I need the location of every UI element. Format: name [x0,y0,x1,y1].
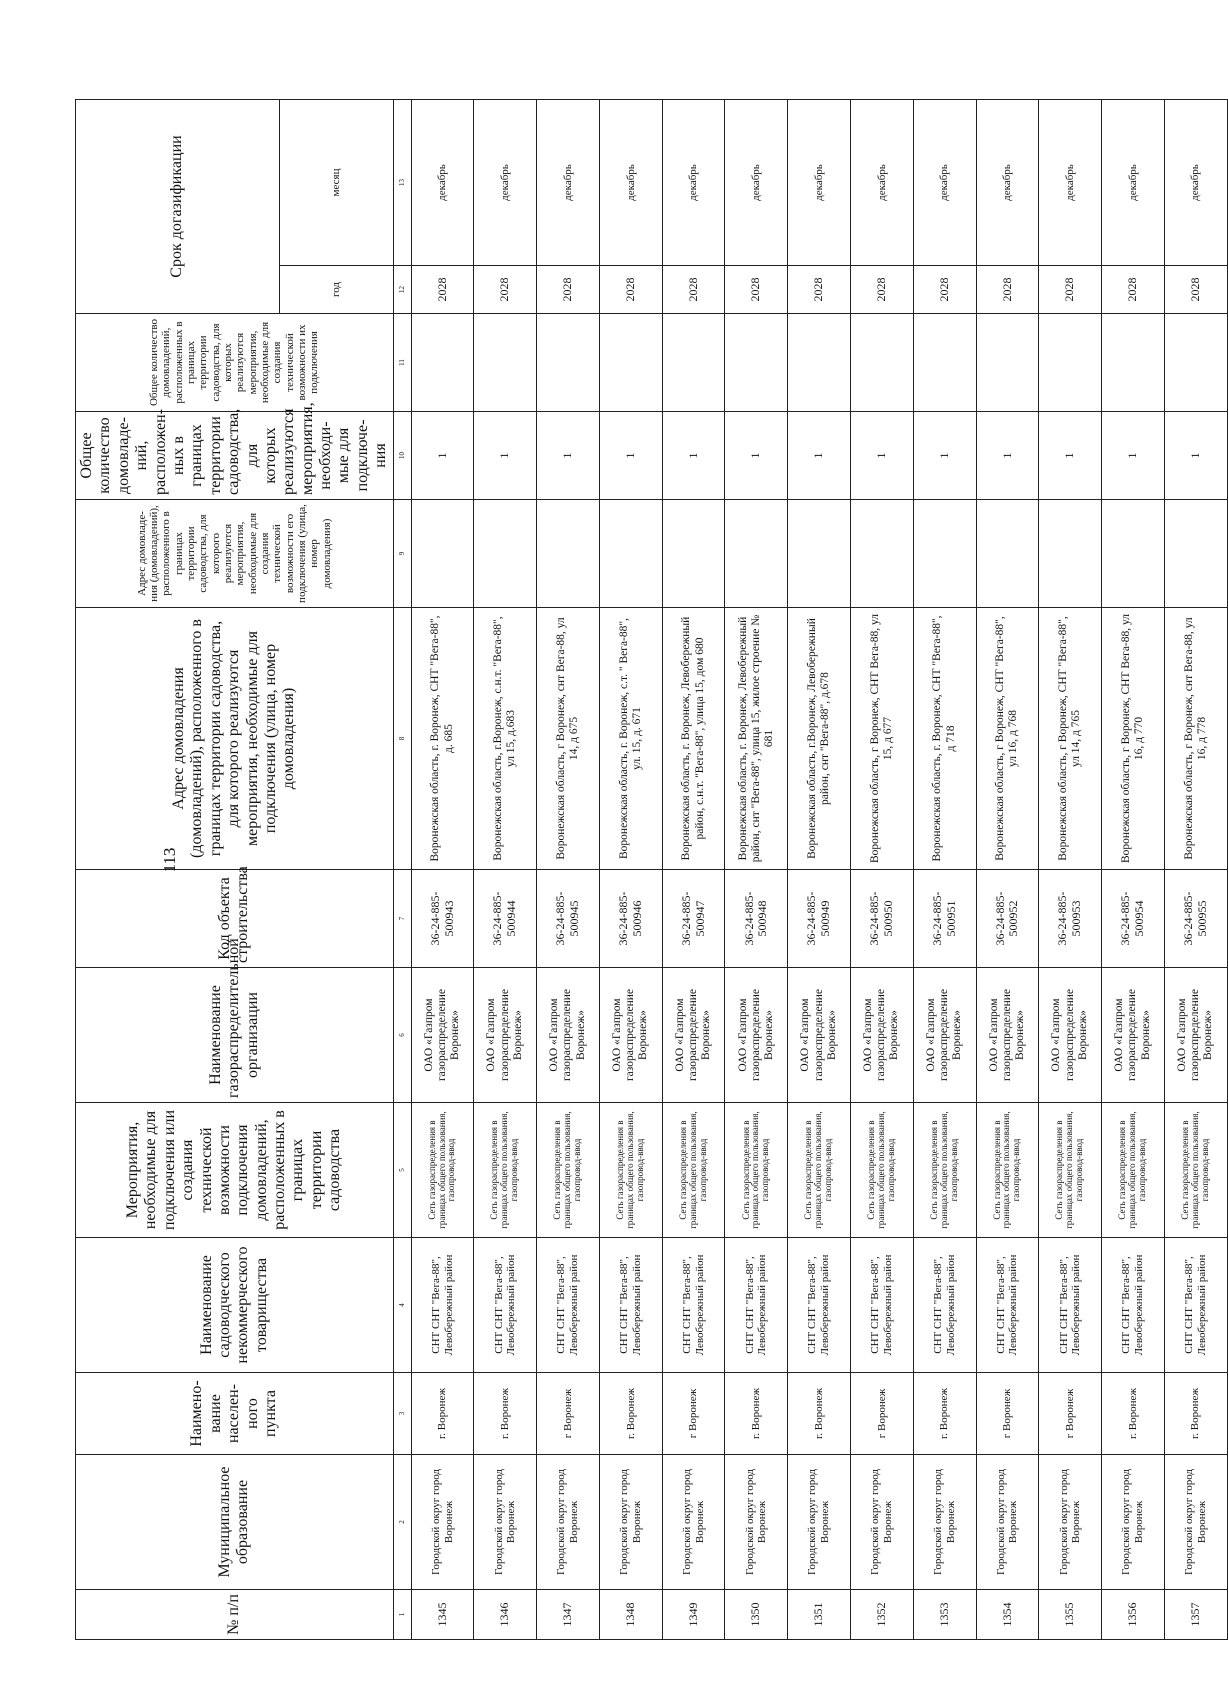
partnership-cell: СНТ СНТ "Вега-88", Левобережный район [474,1238,537,1373]
header-address: Адрес домовладения (домовладений), расположенного в границах территории садоводства, для которого реализуются мероприятия, необходимые для подключения (улица, номер домовладения) [76,608,394,870]
count-cell: 1 [788,412,851,500]
column-number: 13 [393,99,411,265]
object-code-cell: 36-24-885-500947 [662,870,725,968]
row-number: 1357 [1164,1590,1227,1640]
address-cell: Воронежская область, г. Воронеж, СНТ "Вега-88", д 718 [913,608,976,870]
partnership-cell: СНТ СНТ "Вега-88", Левобережный район [1164,1238,1227,1373]
partnership-cell: СНТ СНТ "Вега-88", Левобережный район [411,1238,474,1373]
table-body [411,99,1227,1639]
column-number: 3 [393,1373,411,1455]
year-cell: 2028 [913,266,976,314]
settlement-cell: г. Воронеж [599,1373,662,1455]
address-tech-cell [788,500,851,608]
settlement-cell: г Воронеж [851,1373,914,1455]
partnership-cell: СНТ СНТ "Вега-88", Левобережный район [788,1238,851,1373]
row-number: 1352 [851,1590,914,1640]
object-code-cell: 36-24-885-500954 [1102,870,1165,968]
object-code-cell: 36-24-885-500952 [976,870,1039,968]
gas-org-cell: ОАО «Газпром газораспределение Воронеж» [725,968,788,1103]
row-number: 1348 [599,1590,662,1640]
count-cell: 1 [913,412,976,500]
address-cell: Воронежская область, г Воронеж, СНТ Вега-88, ул 15, д 677 [851,608,914,870]
header-deadline: Срок догазификации [76,99,280,313]
partnership-cell: СНТ СНТ "Вега-88", Левобережный район [537,1238,600,1373]
gas-org-cell: ОАО «Газпром газораспределение Воронеж» [851,968,914,1103]
gas-org-cell: ОАО «Газпром газораспределение Воронеж» [1164,968,1227,1103]
year-cell: 2028 [851,266,914,314]
object-code-cell: 36-24-885-500945 [537,870,600,968]
month-cell: декабрь [913,99,976,265]
column-number: 12 [393,266,411,314]
count-tech-cell [599,314,662,412]
header-address-tech: Адрес домовладе-ния (домовладений), расположенного в границах территории садоводства, для которого реализуются мероприятия, необходимые для создания технической возможности его подключения (улица, номер домовладения) [76,500,394,608]
table-row [1039,99,1102,1639]
table-row [1164,99,1227,1639]
partnership-cell: СНТ СНТ "Вега-88", Левобережный район [851,1238,914,1373]
address-cell: Воронежская область, г. Воронеж, с.т. " Вега-88", ул. 15, д. 671 [599,608,662,870]
column-number: 11 [393,314,411,412]
address-tech-cell [1102,500,1165,608]
measures-cell: Сеть газораспределения в границах общего пользования, газопровод-ввод [662,1103,725,1238]
address-cell: Воронежская область, г. Воронеж, Левобережный район, с.н.т. "Вега-88", улица 15, дом 680 [662,608,725,870]
count-tech-cell [788,314,851,412]
count-cell: 1 [599,412,662,500]
municipality-cell: Городской округ город Воронеж [725,1455,788,1590]
municipality-cell: Городской округ город Воронеж [599,1455,662,1590]
year-cell: 2028 [788,266,851,314]
object-code-cell: 36-24-885-500951 [913,870,976,968]
month-cell: декабрь [788,99,851,265]
column-number: 7 [393,870,411,968]
measures-cell: Сеть газораспределения в границах общего пользования, газопровод-ввод [474,1103,537,1238]
gas-org-cell: ОАО «Газпром газораспределение Воронеж» [788,968,851,1103]
column-number: 1 [393,1590,411,1640]
measures-cell: Сеть газораспределения в границах общего пользования, газопровод-ввод [599,1103,662,1238]
header-object-code: Код объекта строительства [76,870,394,968]
municipality-cell: Городской округ город Воронеж [411,1455,474,1590]
month-cell: декабрь [851,99,914,265]
gas-org-cell: ОАО «Газпром газораспределение Воронеж» [976,968,1039,1103]
count-cell: 1 [1102,412,1165,500]
settlement-cell: г. Воронеж [474,1373,537,1455]
address-tech-cell [725,500,788,608]
header-month: месяц [279,99,393,265]
address-tech-cell [976,500,1039,608]
table-row [788,99,851,1639]
address-tech-cell [662,500,725,608]
partnership-cell: СНТ СНТ "Вега-88", Левобережный район [725,1238,788,1373]
header-gas-org: Наименование газораспределительной организации [76,968,394,1103]
year-cell: 2028 [599,266,662,314]
address-cell: Воронежская область, г. Воронеж, Левобережный район, снт "Вега-88", улица 15, жилое строение № 681 [725,608,788,870]
header-num: № п/п [76,1590,394,1640]
month-cell: декабрь [725,99,788,265]
address-cell: Воронежская область, г Воронеж, СНТ "Вега-88", ул 16, д 768 [976,608,1039,870]
settlement-cell: г. Воронеж [411,1373,474,1455]
gas-org-cell: ОАО «Газпром газораспределение Воронеж» [662,968,725,1103]
measures-cell: Сеть газораспределения в границах общего пользования, газопровод-ввод [725,1103,788,1238]
header-settlement: Наимено-вание населен-ного пункта [76,1373,394,1455]
address-tech-cell [537,500,600,608]
month-cell: декабрь [1102,99,1165,265]
month-cell: декабрь [474,99,537,265]
municipality-cell: Городской округ город Воронеж [1102,1455,1165,1590]
month-cell: декабрь [599,99,662,265]
row-number: 1351 [788,1590,851,1640]
month-cell: декабрь [1164,99,1227,265]
table-row [662,99,725,1639]
table-row [537,99,600,1639]
count-tech-cell [1039,314,1102,412]
row-number: 1354 [976,1590,1039,1640]
partnership-cell: СНТ СНТ "Вега-88", Левобережный район [1039,1238,1102,1373]
header-municipality: Муниципальное образование [76,1455,394,1590]
measures-cell: Сеть газораспределения в границах общего пользования, газопровод-ввод [1164,1103,1227,1238]
settlement-cell: г. Воронеж [725,1373,788,1455]
municipality-cell: Городской округ город Воронеж [913,1455,976,1590]
count-tech-cell [662,314,725,412]
count-cell: 1 [1039,412,1102,500]
row-number: 1355 [1039,1590,1102,1640]
gas-org-cell: ОАО «Газпром газораспределение Воронеж» [537,968,600,1103]
address-tech-cell [851,500,914,608]
month-cell: декабрь [1039,99,1102,265]
municipality-cell: Городской округ город Воронеж [976,1455,1039,1590]
partnership-cell: СНТ СНТ "Вега-88", Левобережный район [662,1238,725,1373]
count-tech-cell [976,314,1039,412]
header-count-tech: Общее количество домовладений, расположенных в границах территории садоводства, для которых реализуются мероприятия, необходимые для создания технической возможности их подключения [76,314,394,412]
month-cell: декабрь [411,99,474,265]
settlement-cell: г Воронеж [662,1373,725,1455]
settlement-cell: г. Воронеж [788,1373,851,1455]
address-cell: Воронежская область, г Воронеж, снт Вега-88, ул 14, д 675 [537,608,600,870]
year-cell: 2028 [1164,266,1227,314]
municipality-cell: Городской округ город Воронеж [474,1455,537,1590]
header-count-connect: Общее количество домовладе-ний, расположен-ных в границах территории садоводства, для которых реализуются мероприятия, необходи-мые для подключе-ния [76,412,394,500]
partnership-cell: СНТ СНТ "Вега-88", Левобережный район [1102,1238,1165,1373]
column-number: 10 [393,412,411,500]
count-tech-cell [474,314,537,412]
measures-cell: Сеть газораспределения в границах общего пользования, газопровод-ввод [913,1103,976,1238]
address-tech-cell [1164,500,1227,608]
municipality-cell: Городской округ город Воронеж [662,1455,725,1590]
table-row [976,99,1039,1639]
address-tech-cell [599,500,662,608]
row-number: 1353 [913,1590,976,1640]
partnership-cell: СНТ СНТ "Вега-88", Левобережный район [599,1238,662,1373]
count-cell: 1 [976,412,1039,500]
municipality-cell: Городской округ город Воронеж [851,1455,914,1590]
year-cell: 2028 [725,266,788,314]
settlement-cell: г. Воронеж [913,1373,976,1455]
month-cell: декабрь [976,99,1039,265]
year-cell: 2028 [1039,266,1102,314]
address-cell: Воронежская область, г Воронеж, СНТ Вега-88, ул 16, д 770 [1102,608,1165,870]
count-tech-cell [1102,314,1165,412]
object-code-cell: 36-24-885-500949 [788,870,851,968]
gas-org-cell: ОАО «Газпром газораспределение Воронеж» [474,968,537,1103]
year-cell: 2028 [474,266,537,314]
object-code-cell: 36-24-885-500950 [851,870,914,968]
month-cell: декабрь [537,99,600,265]
address-cell: Воронежская область, г Воронеж, снт Вега-88, ул 16, д 778 [1164,608,1227,870]
table-row [913,99,976,1639]
measures-cell: Сеть газораспределения в границах общего пользования, газопровод-ввод [976,1103,1039,1238]
column-number: 9 [393,500,411,608]
gas-org-cell: ОАО «Газпром газораспределение Воронеж» [1039,968,1102,1103]
count-tech-cell [411,314,474,412]
address-cell: Воронежская область, г.Воронеж, Левобережный район, снт "Вега-88", д.678 [788,608,851,870]
row-number: 1347 [537,1590,600,1640]
column-number: 6 [393,968,411,1103]
measures-cell: Сеть газораспределения в границах общего пользования, газопровод-ввод [537,1103,600,1238]
count-cell: 1 [662,412,725,500]
gas-org-cell: ОАО «Газпром газораспределение Воронеж» [1102,968,1165,1103]
row-number: 1356 [1102,1590,1165,1640]
row-number: 1346 [474,1590,537,1640]
settlement-cell: г Воронеж [1039,1373,1102,1455]
address-tech-cell [913,500,976,608]
table-row [1102,99,1165,1639]
address-tech-cell [474,500,537,608]
year-cell: 2028 [537,266,600,314]
municipality-cell: Городской округ город Воронеж [1039,1455,1102,1590]
count-cell: 1 [851,412,914,500]
partnership-cell: СНТ СНТ "Вега-88", Левобережный район [976,1238,1039,1373]
measures-cell: Сеть газораспределения в границах общего пользования, газопровод-ввод [851,1103,914,1238]
column-number: 8 [393,608,411,870]
count-tech-cell [1164,314,1227,412]
measures-cell: Сеть газораспределения в границах общего пользования, газопровод-ввод [788,1103,851,1238]
settlement-cell: г. Воронеж [1164,1373,1227,1455]
count-tech-cell [537,314,600,412]
municipality-cell: Городской округ город Воронеж [1164,1455,1227,1590]
address-tech-cell [411,500,474,608]
address-tech-cell [1039,500,1102,608]
object-code-cell: 36-24-885-500946 [599,870,662,968]
row-number: 1350 [725,1590,788,1640]
year-cell: 2028 [662,266,725,314]
settlement-cell: г Воронеж [976,1373,1039,1455]
object-code-cell: 36-24-885-500948 [725,870,788,968]
measures-cell: Сеть газораспределения в границах общего пользования, газопровод-ввод [411,1103,474,1238]
header-year: год [279,266,393,314]
object-code-cell: 36-24-885-500955 [1164,870,1227,968]
year-cell: 2028 [1102,266,1165,314]
table-row [474,99,537,1639]
gas-org-cell: ОАО «Газпром газораспределение Воронеж» [599,968,662,1103]
count-cell: 1 [474,412,537,500]
measures-cell: Сеть газораспределения в границах общего пользования, газопровод-ввод [1102,1103,1165,1238]
address-cell: Воронежская область, г Воронеж, СНТ "Вега-88", ул 14, д 765 [1039,608,1102,870]
address-cell: Воронежская область, г. Воронеж, СНТ "Вега-88", д. 685 [411,608,474,870]
count-cell: 1 [725,412,788,500]
measures-cell: Сеть газораспределения в границах общего пользования, газопровод-ввод [1039,1103,1102,1238]
count-tech-cell [851,314,914,412]
settlement-cell: г Воронеж [537,1373,600,1455]
municipality-cell: Городской округ город Воронеж [537,1455,600,1590]
table-row [411,99,474,1639]
row-number: 1345 [411,1590,474,1640]
settlement-cell: г. Воронеж [1102,1373,1165,1455]
page-number: 113 [160,847,179,873]
month-cell: декабрь [662,99,725,265]
header-partnership: Наименование садоводческого некоммерческого товарищества [76,1238,394,1373]
count-cell: 1 [1164,412,1227,500]
count-cell: 1 [537,412,600,500]
gas-org-cell: ОАО «Газпром газораспределение Воронеж» [411,968,474,1103]
header-measures: Мероприятия, необходимые для подключения или создания технической возможности подключения домовладений, расположенных в границах территории садоводства [76,1103,394,1238]
count-tech-cell [913,314,976,412]
count-cell: 1 [411,412,474,500]
column-number: 5 [393,1103,411,1238]
gas-org-cell: ОАО «Газпром газораспределение Воронеж» [913,968,976,1103]
object-code-cell: 36-24-885-500953 [1039,870,1102,968]
count-tech-cell [725,314,788,412]
column-number: 2 [393,1455,411,1590]
object-code-cell: 36-24-885-500944 [474,870,537,968]
table-row [599,99,662,1639]
rotated-table-frame [75,100,1215,1640]
row-number: 1349 [662,1590,725,1640]
table-row [851,99,914,1639]
object-code-cell: 36-24-885-500943 [411,870,474,968]
year-cell: 2028 [411,266,474,314]
partnership-cell: СНТ СНТ "Вега-88", Левобережный район [913,1238,976,1373]
column-number: 4 [393,1238,411,1373]
table-row [725,99,788,1639]
address-cell: Воронежская область, г.Воронеж, с.н.т. "Вега-88", ул 15, д.683 [474,608,537,870]
municipality-cell: Городской округ город Воронеж [788,1455,851,1590]
gasification-table [75,100,1215,1640]
year-cell: 2028 [976,266,1039,314]
